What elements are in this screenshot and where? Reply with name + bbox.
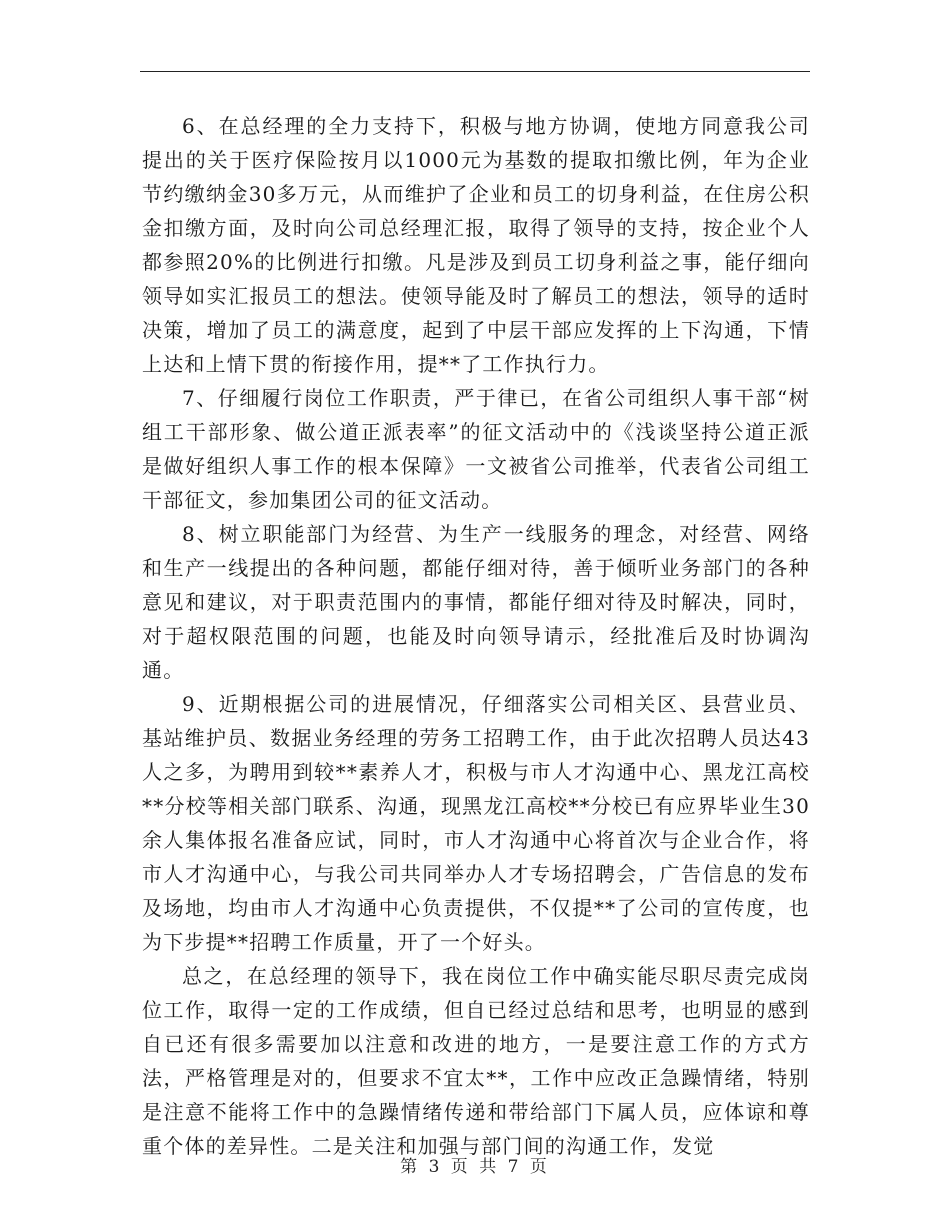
paragraph-summary: 总之，在总经理的领导下，我在岗位工作中确实能尽职尽责完成岗位工作，取得一定的工作成绩，但自已经过总结和思考，也明显的感到自已还有很多需要加以注意和改进的地方，一是要注意工作的方式方法，严格管理是对的，但要求不宜太**，工作中应改正急躁情绪，特别是注意不能将工作中的急躁情绪传递和带给部门下属人员，应体谅和尊重个体的差异性。二是关注和加强与部门间的沟通工作，发觉 [142,964,810,1158]
document-body [142,109,810,1163]
paragraph-8: 8、树立职能部门为经营、为生产一线服务的理念，对经营、网络和生产一线提出的各种问题，都能仔细对待，善于倾听业务部门的各种意见和建议，对于职责范围内的事情，都能仔细对待及时解决，同时，对于超权限范围的问题，也能及时向领导请示，经批准后及时协调沟通。 [142,522,810,682]
paragraph-9: 9、近期根据公司的进展情况，仔细落实公司相关区、县营业员、基站维护员、数据业务经理的劳务工招聘工作，由于此次招聘人员达43人之多，为聘用到较**素养人才，积极与市人才沟通中心、黑龙江高校**分校等相关部门联系、沟通，现黑龙江高校**分校已有应界毕业生30余人集体报名准备应试，同时，市人才沟通中心将首次与企业合作，将市人才沟通中心，与我公司共同举办人才专场招聘会，广告信息的发布及场地，均由市人才沟通中心负责提供，不仅提**了公司的宣传度，也为下步提**招聘工作质量，开了一个好头。 [142,692,810,954]
paragraph-7: 7、仔细履行岗位工作职责，严于律已，在省公司组织人事干部“树组工干部形象、做公道正派表率”的征文活动中的《浅谈坚持公道正派是做好组织人事工作的根本保障》一文被省公司推举，代表省公司组工干部征文，参加集团公司的征文活动。 [142,386,810,512]
page-number: 第 3 页 共 7 页 [400,1157,550,1177]
paragraph-6: 6、在总经理的全力支持下，积极与地方协调，使地方同意我公司提出的关于医疗保险按月以1000元为基数的提取扣缴比例，年为企业节约缴纳金30多万元，从而维护了企业和员工的切身利益，在住房公积金扣缴方面，及时向公司总经理汇报，取得了领导的支持，按企业个人都参照20%的比例进行扣缴。凡是涉及到员工切身利益之事，能仔细向领导如实汇报员工的想法。使领导能及时了解员工的想法，领导的适时决策，增加了员工的满意度，起到了中层干部应发挥的上下沟通，下情上达和上情下贯的衔接作用，提**了工作执行力。 [142,114,810,376]
header-rule [140,71,810,72]
